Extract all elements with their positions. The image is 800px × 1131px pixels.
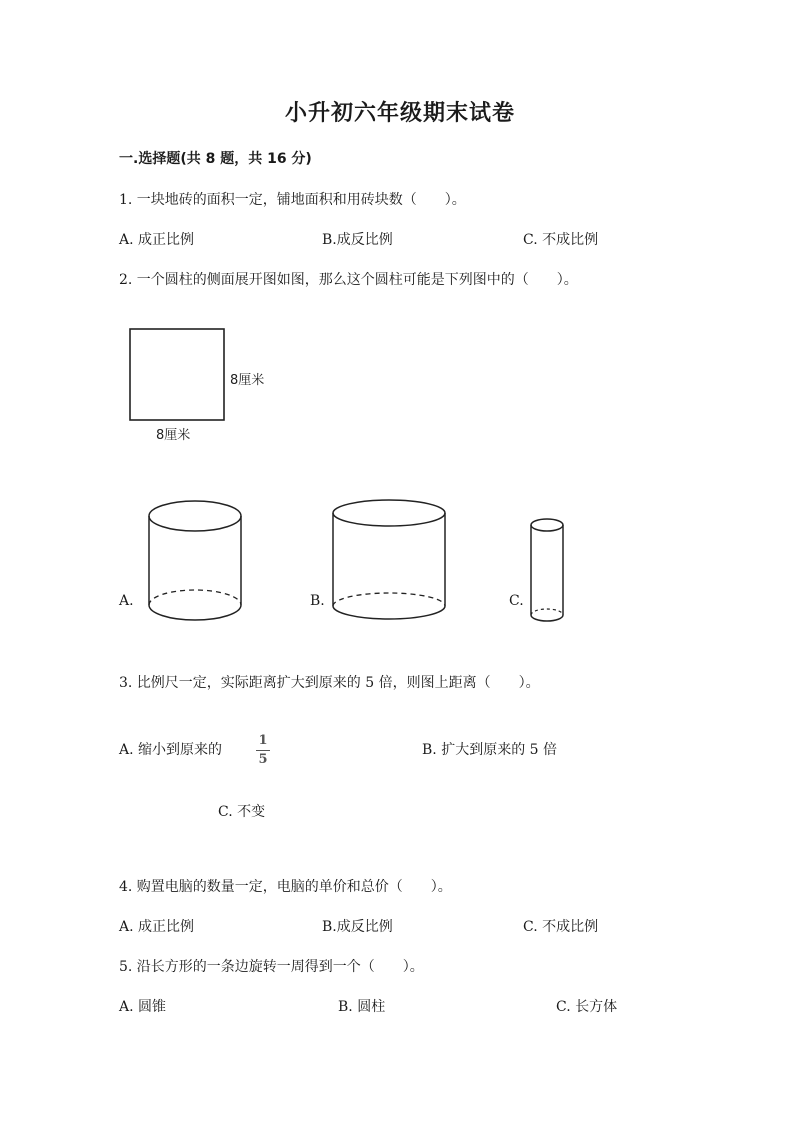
fraction-denominator: 5 — [258, 752, 268, 767]
question-1-stem: 1. 一块地砖的面积一定，铺地面积和用砖块数（ ）。 — [119, 192, 466, 208]
question-5-option-a: A. 圆锥 — [119, 999, 167, 1015]
question-3-option-b: B. 扩大到原来的 5 倍 — [422, 742, 557, 758]
question-1-option-a: A. 成正比例 — [119, 232, 195, 248]
cylinder-b-figure — [325, 495, 455, 630]
unrolled-side-square-figure — [120, 320, 300, 450]
question-5-stem: 5. 沿长方形的一条边旋转一周得到一个（ ）。 — [119, 959, 424, 975]
question-5-option-c: C. 长方体 — [556, 999, 618, 1015]
question-2-option-b: B. — [310, 593, 325, 609]
question-1-option-c: C. 不成比例 — [523, 232, 599, 248]
fraction-bar — [256, 750, 270, 751]
cylinder-a-figure — [140, 495, 255, 630]
square-bottom-label: 8厘米 — [156, 428, 191, 443]
question-4-option-a: A. 成正比例 — [119, 919, 195, 935]
cylinder-c-figure — [524, 510, 570, 630]
question-2-option-a: A. — [119, 593, 134, 609]
page-title: 小升初六年级期末试卷 — [284, 101, 515, 126]
question-5-option-b: B. 圆柱 — [338, 999, 386, 1015]
square-outline — [130, 329, 224, 420]
question-3-option-a: A. 缩小到原来的 — [119, 742, 223, 758]
question-1-option-b: B.成反比例 — [322, 232, 393, 248]
question-4-stem: 4. 购置电脑的数量一定，电脑的单价和总价（ ）。 — [119, 879, 452, 895]
question-4-option-c: C. 不成比例 — [523, 919, 599, 935]
question-3-option-c: C. 不变 — [218, 804, 266, 820]
fraction-one-fifth — [256, 733, 270, 768]
question-2-stem: 2. 一个圆柱的侧面展开图如图，那么这个圆柱可能是下列图中的（ ）。 — [119, 272, 578, 288]
square-side-label: 8厘米 — [230, 373, 265, 388]
section-heading: 一.选择题(共 8 题，共 16 分) — [119, 151, 312, 167]
fraction-numerator: 1 — [258, 733, 268, 748]
question-2-option-c: C. — [509, 593, 524, 609]
question-4-option-b: B.成反比例 — [322, 919, 393, 935]
question-3-stem: 3. 比例尺一定，实际距离扩大到原来的 5 倍，则图上距离（ ）。 — [119, 675, 540, 691]
